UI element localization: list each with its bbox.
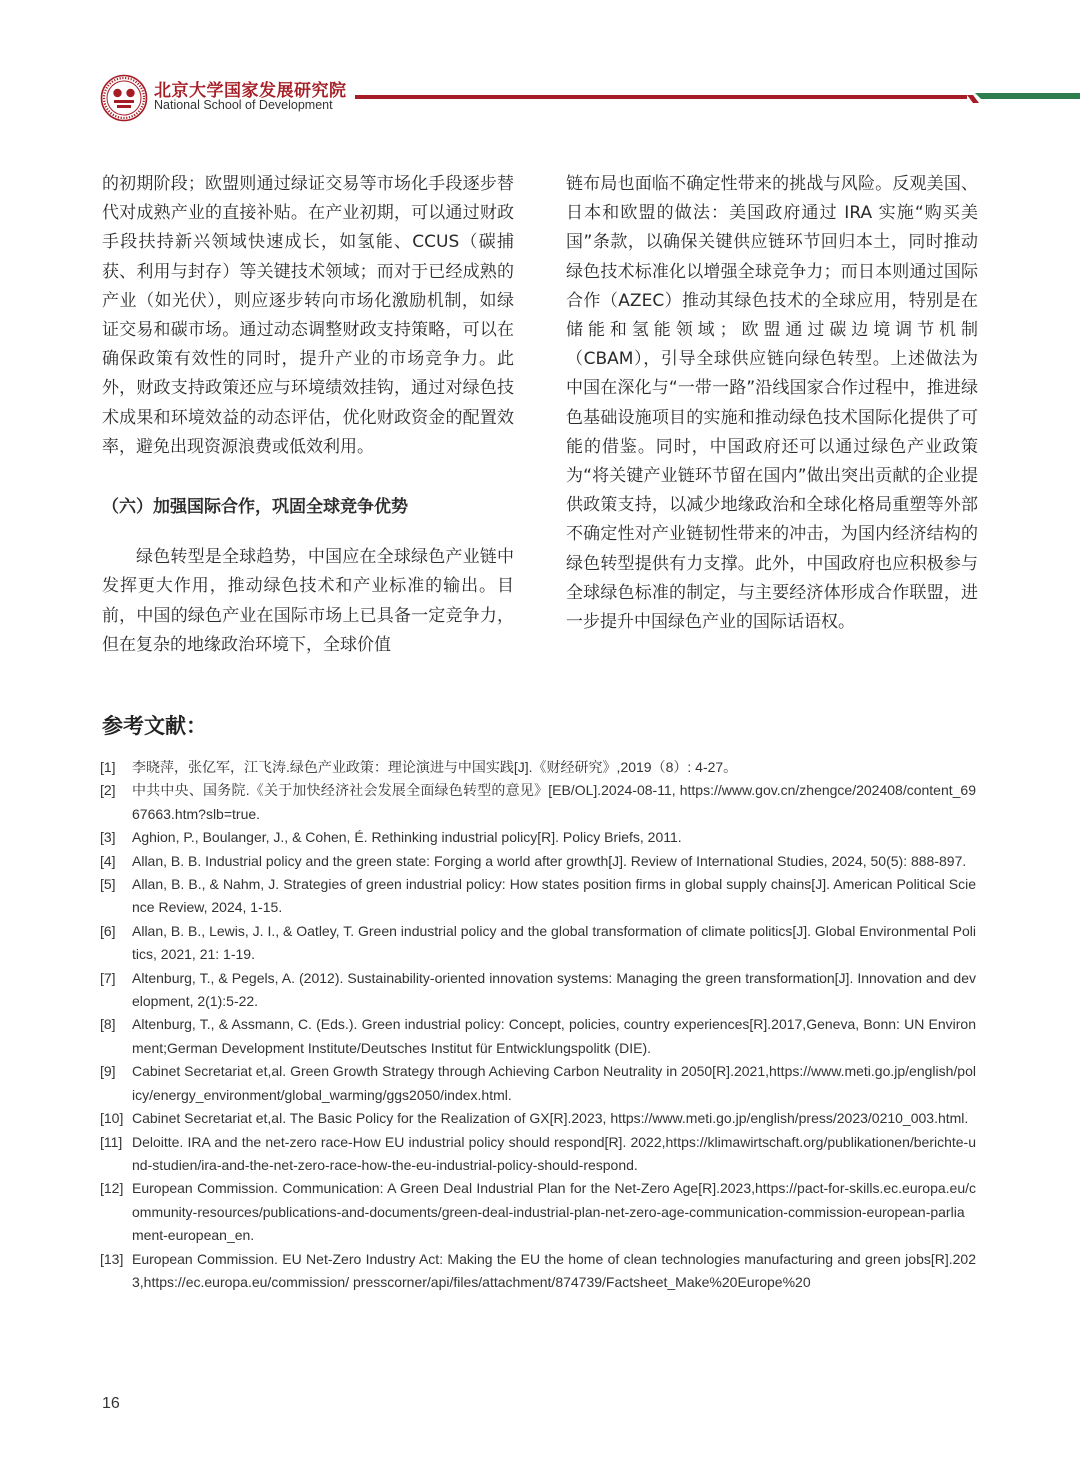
reference-number: [10] <box>100 1110 124 1127</box>
org-name-chinese: 北京大学国家发展研究院 <box>154 81 347 101</box>
paragraph-global-supply-chain: 链布局也面临不确定性带来的挑战与风险。反观美国、日本和欧盟的做法：美国政府通过 IRA 实施“购买美国”条款，以确保关键供应链环节回归本土，同时推动绿色技术标准化以增强全球竞争力；而日本则通过国际合作（AZEC）推动其绿色技术的全球应用，特别是在储能和氢能领域；欧盟通过碳边境调节机制（CBAM），引导全球供应链向绿色转型。上述做法为中国在深化与“一带一路”沿线国家合作过程中，推进绿色基础设施项目的实施和推动绿色技术国际化提供了可能的借鉴。同时，中国政府还可以通过绿色产业政策为“将关键产业链环节留在国内”做出突出贡献的企业提供政策支持，以减少地缘政治和全球化格局重塑等外部不确定性对产业链韧性带来的冲击，为国内经济结构的绿色转型提供有力支撑。此外，中国政府也应积极参与全球绿色标准的制定，与主要经济体形成合作联盟，进一步提升中国绿色产业的国际话语权。 <box>566 174 978 633</box>
reference-number: [1] <box>100 759 116 775</box>
reference-item <box>100 850 976 873</box>
reference-item <box>100 756 976 779</box>
paragraph-green-transition: 绿色转型是全球趋势，中国应在全球绿色产业链中发挥更大作用，推动绿色技术和产业标准的输出。目前，中国的绿色产业在国际市场上已具备一定竞争力，但在复杂的地缘政治环境下，全球价值 <box>102 547 514 655</box>
reference-text: European Commission. Communication: A Green Deal Industrial Plan for the Net-Zero Age[R].2023,https://pact-for-skills.ec.europa.eu/community-resources/publications-and-documents/green-deal-industrial-plan-net-zero-age-communication-commission-european-parliament-european_en. <box>132 1180 976 1244</box>
reference-item <box>100 1013 976 1060</box>
reference-text: Allan, B. B. Industrial policy and the green state: Forging a world after growth[J]. Review of International Studies, 2024, 50(5): 888-897. <box>132 852 967 869</box>
left-column <box>102 170 514 660</box>
reference-text: Aghion, P., Boulanger, J., & Cohen, É. Rethinking industrial policy[R]. Policy Briefs, 2011. <box>132 829 682 846</box>
reference-text: Cabinet Secretariat et,al. The Basic Policy for the Realization of GX[R].2023, https://www.meti.go.jp/english/press/2023/0210_003.html. <box>132 1110 969 1127</box>
reference-item <box>100 1131 976 1178</box>
reference-text: Deloitte. IRA and the net-zero race-How EU industrial policy should respond[R]. 2022,https://klimawirtschaft.org/publikationen/berichte-und-studien/ira-and-the-net-zero-race-how-the-eu-industrial-policy-should-respond. <box>132 1133 976 1173</box>
reference-text: European Commission. EU Net-Zero Industry Act: Making the EU the home of clean technologies manufacturing and green jobs[R].2023,https://ec.europa.eu/commission/ presscorner/api/files/attachment/874739/Factsheet_Make%20Europe%20 <box>132 1250 976 1290</box>
reference-text: Altenburg, T., & Pegels, A. (2012). Sustainability-oriented innovation systems: Managing the green transformation[J]. Innovation and development, 2(1):5-22. <box>132 969 976 1010</box>
reference-number: [2] <box>100 782 116 799</box>
reference-text: Allan, B. B., Lewis, J. I., & Oatley, T. Green industrial policy and the global transformation of climate politics[J]. Global Environmental Politics, 2021, 21: 1-19. <box>132 922 976 963</box>
references-heading: 参考文献： <box>102 714 207 738</box>
reference-number: [5] <box>100 876 116 893</box>
reference-number: [12] <box>100 1180 124 1197</box>
reference-item <box>100 1248 976 1295</box>
reference-number: [6] <box>100 922 116 939</box>
header-rule <box>355 93 1080 103</box>
reference-item <box>100 1107 976 1130</box>
reference-item <box>100 1060 976 1107</box>
org-name-english: National School of Development <box>154 98 333 112</box>
reference-number: [13] <box>100 1250 124 1267</box>
right-column <box>566 170 978 637</box>
pku-seal-logo-icon <box>100 74 148 122</box>
reference-number: [4] <box>100 852 116 869</box>
paragraph-fiscal-policy: 的初期阶段；欧盟则通过绿证交易等市场化手段逐步替代对成熟产业的直接补贴。在产业初期，可以通过财政手段扶持新兴领域快速成长，如氢能、CCUS（碳捕获、利用与封存）等关键技术领域；而对于已经成熟的产业（如光伏），则应逐步转向市场化激励机制，如绿证交易和碳市场。通过动态调整财政支持策略，可以在确保政策有效性的同时，提升产业的市场竞争力。此外，财政支持政策还应与环境绩效挂钩，通过对绿色技术成果和环境效益的动态评估，优化财政资金的配置效率，避免出现资源浪费或低效利用。 <box>102 174 514 457</box>
page-number: 16 <box>102 1395 120 1412</box>
reference-text: 李晓萍，张亿军，江飞涛.绿色产业政策：理论演进与中国实践[J].《财经研究》,2019（8）: 4-27。 <box>132 759 738 775</box>
reference-text: Allan, B. B., & Nahm, J. Strategies of green industrial policy: How states position firms in global supply chains[J]. American Political Science Review, 2024, 1-15. <box>132 876 976 916</box>
reference-item <box>100 1177 976 1247</box>
reference-number: [7] <box>100 969 116 986</box>
section-heading-international-cooperation: （六）加强国际合作，巩固全球竞争优势 <box>102 497 408 518</box>
reference-item <box>100 967 976 1014</box>
reference-number: [3] <box>100 829 116 846</box>
reference-text: Cabinet Secretariat et,al. Green Growth Strategy through Achieving Carbon Neutrality in 2050[R].2021,https://www.meti.go.jp/english/policy/energy_environment/global_warming/ggs2050/index.html. <box>132 1063 976 1103</box>
reference-text: Altenburg, T., & Assmann, C. (Eds.). Green industrial policy: Concept, policies, country experiences[R].2017,Geneva, Bonn: UN Environment;German Development Institute/Deutsches Institut für Entwicklungspolitk (DIE). <box>132 1016 976 1056</box>
reference-number: [11] <box>100 1133 123 1150</box>
reference-item <box>100 826 976 849</box>
reference-item <box>100 920 976 967</box>
reference-number: [9] <box>100 1063 116 1080</box>
page-header <box>100 72 1080 122</box>
reference-item <box>100 873 976 920</box>
reference-text: 中共中央、国务院.《关于加快经济社会发展全面绿色转型的意见》[EB/OL].2024-08-11, https://www.gov.cn/zhengce/202408/content_6967663.htm?slb=true. <box>132 782 976 822</box>
reference-item <box>100 779 976 826</box>
reference-number: [8] <box>100 1016 116 1033</box>
references-list <box>100 756 976 1294</box>
